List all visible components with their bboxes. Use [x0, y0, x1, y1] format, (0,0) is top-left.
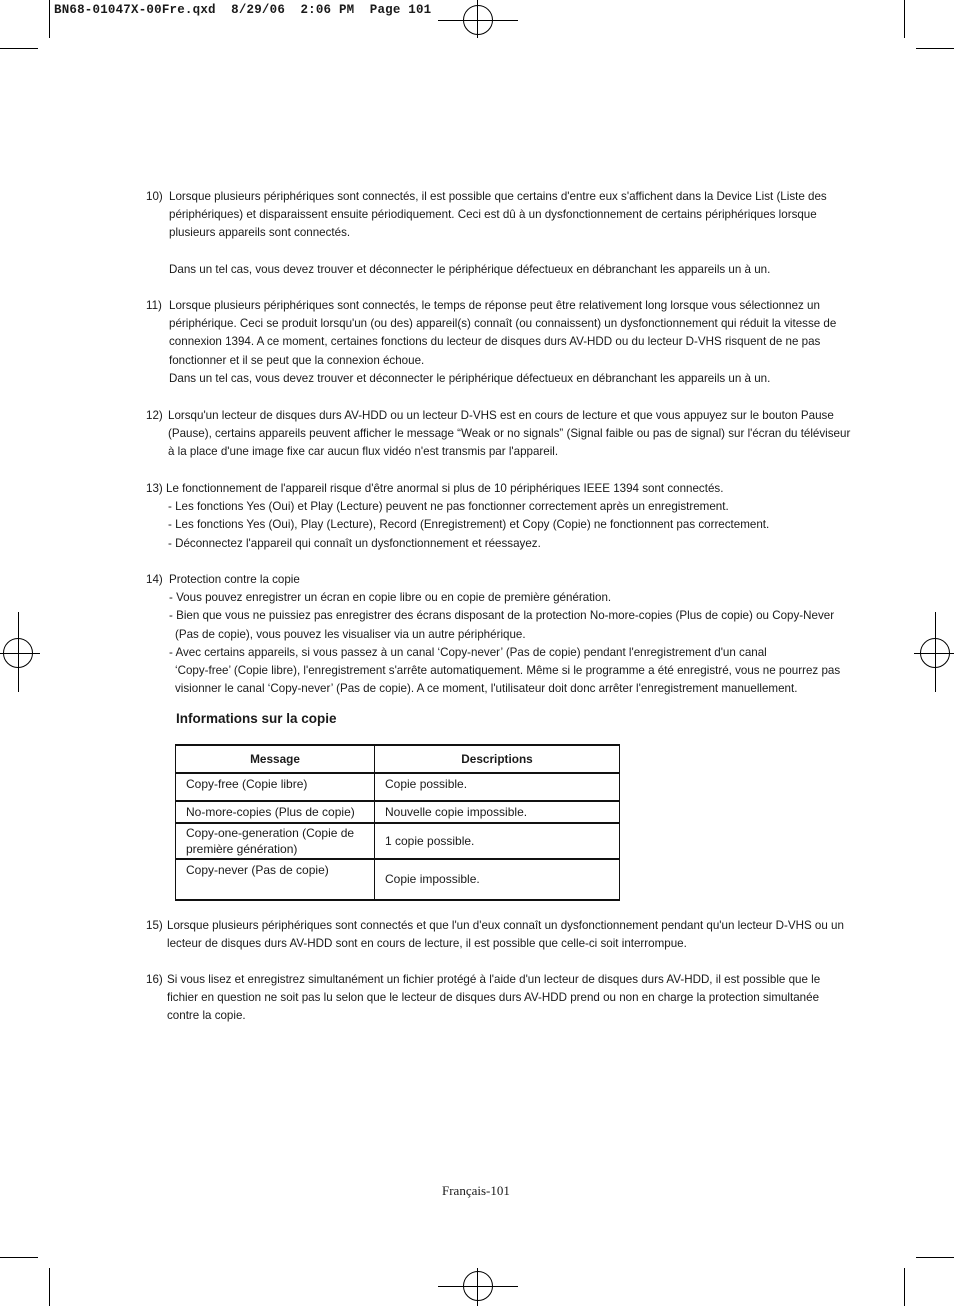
text-line: fichier en question ne soit pas lu selon que le lecteur de disques durs AV-HDD prend ou non en charge la protection simultanée	[167, 991, 820, 1005]
list-item-12	[146, 407, 851, 462]
table-header-row	[176, 745, 620, 773]
bullet-line: - Vous pouvez enregistrer un écran en copie libre ou en copie de première génération.	[169, 591, 612, 605]
text-line: (Pause), certains appareils peuvent afficher le message “Weak or no signals” (Signal faible ou pas de signal) sur l'écran du téléviseur	[168, 427, 851, 441]
text-line: Si vous lisez et enregistrez simultanément un fichier protégé à l'aide d'un lecteur de disques durs AV-HDD, il est possible que le	[167, 973, 821, 986]
item-number: 13)	[146, 482, 163, 495]
item-heading: Protection contre la copie	[169, 573, 300, 586]
column-header-message: Message	[176, 745, 375, 773]
item-number: 12)	[146, 409, 163, 422]
bullet-line: - Déconnectez l'appareil qui connaît un dysfonctionnement et réessayez.	[168, 536, 541, 550]
table-cell-description: 1 copie possible.	[375, 823, 620, 859]
table-cell-description: Copie possible.	[375, 773, 620, 801]
text-line: contre la copie.	[167, 1009, 246, 1023]
text-line: périphériques) et disparaissent ensuite périodiquement. Ceci est dû à un dysfonctionnement de certains périphériques lorsque	[169, 208, 817, 222]
list-item-15	[146, 917, 846, 953]
text-line: Lorsqu'un lecteur de disques durs AV-HDD ou un lecteur D-VHS est en cours de lecture et que vous appuyez sur le bouton Pause	[168, 409, 834, 422]
text-line: Dans un tel cas, vous devez trouver et déconnecter le périphérique défectueux en débranchant les appareils un à un.	[169, 371, 771, 385]
table-cell-description: Nouvelle copie impossible.	[375, 801, 620, 823]
item-number: 14)	[146, 573, 163, 586]
text-line: périphérique. Ceci se produit lorsqu'un (ou des) appareil(s) connaît (ou connaissent) un dysfonctionnement qui réduit la vitesse de	[169, 317, 837, 331]
text-line: Lorsque plusieurs périphériques sont connectés, le temps de réponse peut être relativement long lorsque vous sélectionnez un	[169, 299, 820, 312]
table-cell-message: Copy-never (Pas de copie)	[176, 859, 375, 900]
page-footer: Français-101	[442, 1183, 510, 1198]
table-cell-message: Copy-one-generation (Copie de première génération)	[176, 823, 375, 859]
table-row	[176, 801, 620, 823]
copy-info-table	[175, 744, 620, 901]
bullet-line: - Avec certains appareils, si vous passez à un canal ‘Copy-never’ (Pas de copie) pendant l'enregistrement d'un canal	[169, 645, 767, 659]
table-row	[176, 823, 620, 859]
table-cell-description: Copie impossible.	[375, 859, 620, 900]
bullet-line: - Les fonctions Yes (Oui), Play (Lecture), Record (Enregistrement) et Copy (Copie) ne fonctionnent pas correctement.	[168, 518, 770, 532]
text-line: lecteur de disques durs AV-HDD sont en cours de lecture, il est possible que celle-ci soit interrompue.	[167, 937, 687, 951]
bullet-line: visionner le canal ‘Copy-never’ (Pas de copie). A ce moment, l'utilisateur doit donc arrêter l'enregistrement manuellement.	[175, 682, 798, 696]
list-item-11	[146, 297, 846, 388]
text-line: plusieurs appareils sont connectés.	[169, 226, 351, 240]
text-line: Lorsque plusieurs périphériques sont connectés et que l'un d'eux connaît un dysfonctionnement pendant qu'un lecteur D-VHS ou un	[167, 919, 844, 932]
copy-info-title: Informations sur la copie	[176, 711, 337, 726]
text-line: Lorsque plusieurs périphériques sont connectés, il est possible que certains d'entre eux s'affichent dans la Device List (Liste des	[169, 190, 827, 203]
item-number: 15)	[146, 919, 163, 932]
bullet-line: - Les fonctions Yes (Oui) et Play (Lecture) peuvent ne pas fonctionner correctement après un enregistrement.	[168, 500, 729, 514]
table-row	[176, 859, 620, 900]
list-item-10	[146, 188, 846, 279]
bullet-line: ‘Copy-free’ (Copie libre), l'enregistrement s'arrête automatiquement. Même si le programme a été enregistré, vous ne pourrez pas	[175, 664, 841, 678]
text-line: à la place d'une image fixe car aucun flux vidéo n'est transmis par l'appareil.	[168, 445, 559, 459]
item-number: 10)	[146, 190, 163, 203]
table-cell-message: No-more-copies (Plus de copie)	[176, 801, 375, 823]
text-line: Dans un tel cas, vous devez trouver et déconnecter le périphérique défectueux en débranchant les appareils un à un.	[169, 262, 771, 276]
text-line: fonctionner et il se peut que la connexion échoue.	[169, 353, 425, 367]
bullet-line: (Pas de copie), vous pouvez les visualiser via un autre périphérique.	[175, 627, 526, 641]
list-item-16	[146, 971, 846, 1026]
column-header-descriptions: Descriptions	[375, 745, 620, 773]
text-line: connexion 1394. A ce moment, certaines fonctions du lecteur de disques durs AV-HDD ou du lecteur D-VHS risquent de ne pas	[169, 335, 821, 349]
text-line	[146, 480, 846, 498]
table-row	[176, 773, 620, 801]
item-number: 11)	[146, 299, 162, 312]
bullet-line: - Bien que vous ne puissiez pas enregistrer des écrans disposant de la protection No-more-copies (Plus de copie) ou Copy-Never	[169, 609, 835, 623]
list-item-13	[146, 480, 846, 553]
print-slug: BN68-01047X-00Fre.qxd 8/29/06 2:06 PM Page 101	[54, 3, 432, 17]
list-item-14	[146, 571, 846, 698]
item-number: 16)	[146, 973, 163, 986]
table-cell-message: Copy-free (Copie libre)	[176, 773, 375, 801]
item-heading: Le fonctionnement de l'appareil risque d'être anormal si plus de 10 périphériques IEEE 1394 sont connectés.	[166, 482, 724, 495]
